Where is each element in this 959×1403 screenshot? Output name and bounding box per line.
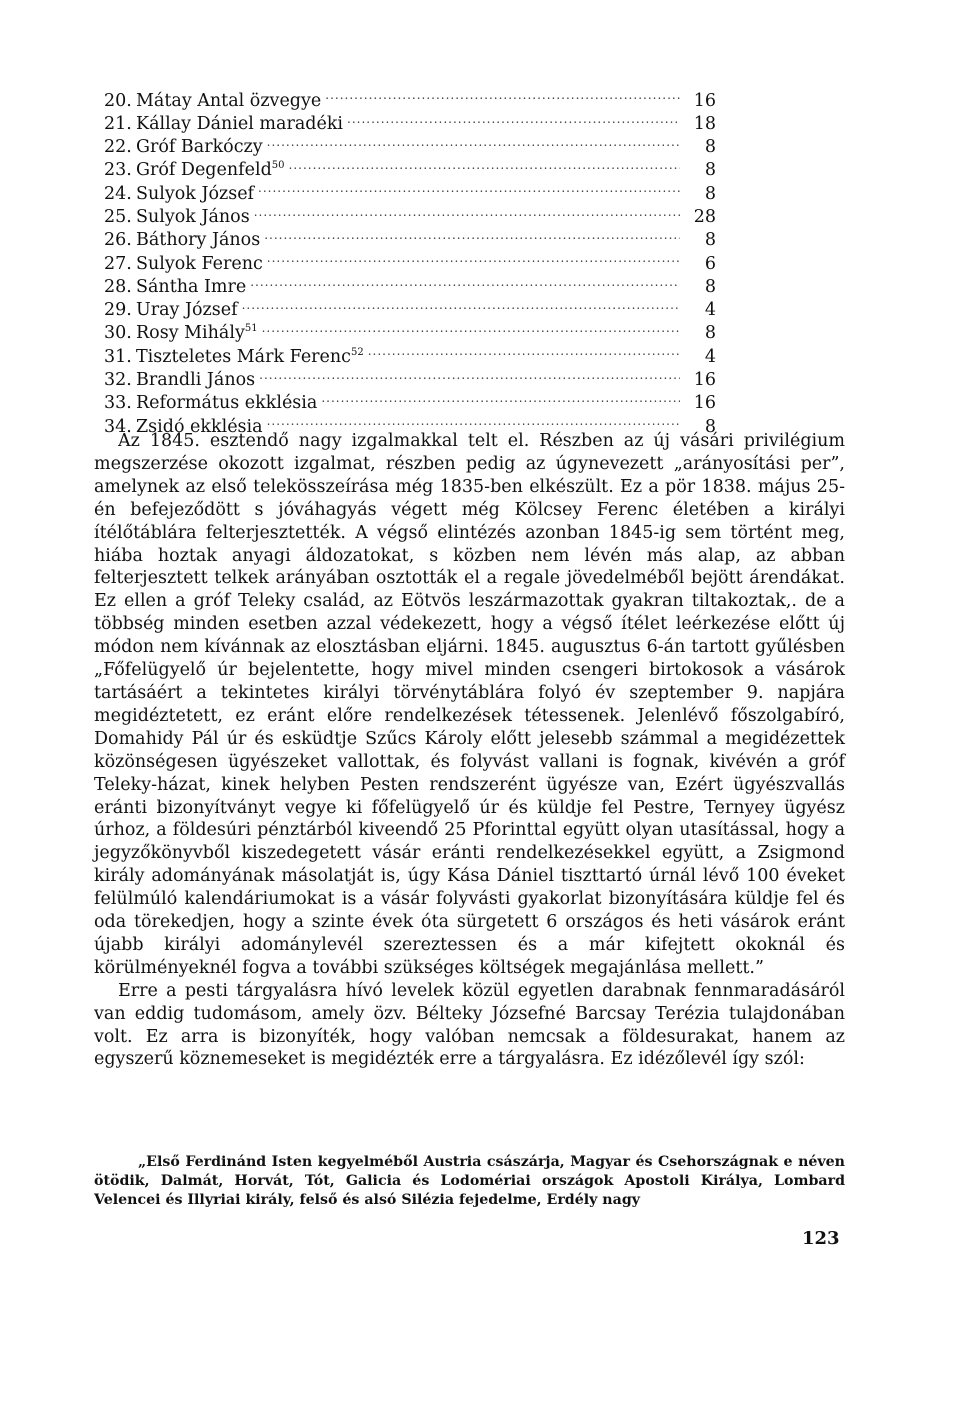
list-item-number: 20. [104, 90, 132, 111]
list-item-value: 18 [693, 113, 716, 134]
list-item-name-text: Református ekklésia [136, 393, 318, 414]
list-item-name [136, 253, 263, 276]
list-item-number: 28. [104, 276, 132, 297]
list-item-name [136, 229, 260, 252]
list-item [104, 251, 716, 274]
list-item-number: 23. [104, 160, 132, 181]
paragraph: Az 1845. esztendő nagy izgalmakkal telt el. Részben az új vásári privilégium megszerzése okozott izgalmat, részben pedig az úgynevezett „arányosítási per”, amelynek az első telekösszeírása még 1835-ben elkészült. Ez a pör 1838. május 25-én befejeződött s jóváhagyás végett még Kölcsey Ferenc életében a királyi ítélőtáblára felterjesztették. A végső elintézés azonban 1845-ig sem történt meg, hiába hoztak anyagi áldozatokat, s közben nem lévén más alap, az abban felterjesztett telkek arányában osztották el a regale jövedelméből bejött árendákat. Ez ellen a gróf Teleky család, az Eötvös leszármazottak gyakran tiltakoztak,. de a többség minden esetben azzal védekezett, hogy a végső ítélet leérkezése előtt új módon nem kívánnak az elosztásban eljárni. 1845. augusztus 6-án tartott gyűlésben „Főfelügyelő úr bejelentette, hogy mivel minden csengeri birtokosok a vásárok tartásáért a tekintetes királyi törvénytáblára folyó év szeptember 9. napjára megidéztetett, ez eránt előre rendelkezések tétessenek. Jelenlévő főszolgabíró, Domahidy Pál úr és esküdtje Szűcs Károly előtt jelesebb számmal a megidézettek közönségesen ügyészeket vallottak, és folyvást vallani is fognak, kivévén a gróf Teleky-házat, kinek helyben Pesten rendszerént ügyésze van, Ezért ügyészvallás eránti bizonyítványt vegye ki főfelügyelő úr és küldje fel Pestre, Ternyey ügyész úrhoz, a földesúri pénztárból kiveendő 25 Pforinttal együtt olyan utasítással, hogy a jegyzőkönyvből kiszedegetett vásár eránti rendelkezésekkel együtt, a Zsigmond király adományának másolatját is, úgy Kása Dániel tiszttartó úrnál lévő 100 éveket felülmúló kalendáriumokat is a vásár folyvásti gyakorlat bizonyítására küldje fel és oda törekedjen, hogy a szinte évek óta sürgetett 6 országos és heti vásárok eránt újabb királyi adománylevél szereztessen és a már kifejtett okoknál és körülményeknél fogva a további szükséges költségek megajánlása mellett.” [94, 431, 845, 978]
paragraph: Erre a pesti tárgyalásra hívó levelek közül egyetlen darabnak fennmaradásáról van eddig tudomásom, amely özv. Bélteky Józsefné Barcsay Terézia tulajdonában volt. Ez arra is bizonyíték, hogy valóban nemcsak a földesurakat, hanem az egyszerű köznemeseket is megidézték erre a tárgyalásra. Ez idézőlevél így szól: [94, 980, 845, 1070]
list-item-number: 33. [104, 393, 132, 414]
list-item-name [136, 183, 254, 206]
dot-leader [259, 368, 680, 386]
dot-leader [325, 88, 680, 106]
dot-leader [258, 181, 680, 199]
dot-leader [267, 251, 680, 269]
list-item [104, 158, 716, 181]
contribution-list [104, 88, 716, 437]
footnote-marker: 52 [350, 346, 364, 358]
list-item [104, 111, 716, 134]
list-item-value: 8 [704, 183, 716, 204]
dot-leader [289, 158, 680, 176]
list-item-value: 8 [704, 323, 716, 344]
list-item-number: 30. [104, 323, 132, 344]
dot-leader [264, 228, 680, 246]
list-item-number: 25. [104, 206, 132, 227]
list-item-number: 34. [104, 416, 132, 437]
body-text [94, 430, 845, 1071]
list-item-value: 8 [704, 137, 716, 158]
list-item-name [136, 346, 364, 369]
list-item-name [136, 136, 263, 159]
list-item-number: 31. [104, 346, 132, 367]
list-item-value: 8 [704, 416, 716, 437]
list-item-value: 4 [704, 346, 716, 367]
list-item-name [136, 322, 258, 345]
footnote-marker: 50 [271, 160, 285, 172]
list-item-value: 6 [704, 253, 716, 274]
list-item-value: 16 [693, 370, 716, 391]
list-item-number: 26. [104, 230, 132, 251]
list-item-number: 22. [104, 137, 132, 158]
list-item [104, 321, 716, 344]
list-item [104, 298, 716, 321]
footnote-marker: 51 [244, 323, 258, 335]
list-item-name [136, 392, 317, 415]
list-item [104, 135, 716, 158]
list-item-name [136, 369, 255, 392]
list-item-value: 8 [704, 230, 716, 251]
dot-leader [321, 391, 680, 409]
list-item-name-text: Kállay Dániel maradéki [136, 113, 344, 134]
list-item-value: 16 [693, 393, 716, 414]
list-item-name-text: Sántha Imre [136, 276, 247, 297]
list-item [104, 368, 716, 391]
list-item [104, 204, 716, 227]
dot-leader [242, 298, 680, 316]
list-item-number: 32. [104, 370, 132, 391]
list-item-value: 8 [704, 160, 716, 181]
page-number: 123 [802, 1228, 840, 1249]
list-item-name-text: Uray József [136, 300, 238, 321]
list-item-name-text: Sulyok Ferenc [136, 253, 263, 274]
list-item [104, 391, 716, 414]
list-item-name-text: Mátay Antal özvegye [136, 90, 322, 111]
dot-leader [250, 274, 680, 292]
list-item-value: 16 [693, 90, 716, 111]
list-item-number: 29. [104, 300, 132, 321]
list-item-name-text: Brandli János [136, 370, 256, 391]
quoted-letter [94, 1153, 845, 1210]
list-item-number: 24. [104, 183, 132, 204]
list-item-number: 21. [104, 113, 132, 134]
list-item-name-text: Zsidó ekklésia [136, 416, 263, 437]
dot-leader [347, 111, 680, 129]
list-item-name-text: Tiszteletes Márk Ferenc [136, 346, 351, 367]
list-item [104, 344, 716, 367]
list-item-name-text: Gróf Barkóczy [136, 137, 263, 158]
list-item [104, 181, 716, 204]
list-item-name [136, 159, 285, 182]
list-item-name-text: Báthory János [136, 230, 261, 251]
list-item-number: 27. [104, 253, 132, 274]
list-item-value: 4 [704, 300, 716, 321]
list-item-name-text: Gróf Degenfeld [136, 160, 272, 181]
dot-leader [254, 204, 680, 222]
list-item-name-text: Sulyok József [136, 183, 255, 204]
quote-text: „Első Ferdinánd Isten kegyelméből Austria császárja, Magyar és Csehországnak e néven ötödik, Dalmát, Horvát, Tót, Galicia és Lodomériai országok Apostoli Királya, Lombard Velencei és Illyriai király, felső és alsó Silézia fejedelme, Erdély nagy [94, 1154, 845, 1208]
list-item-value: 8 [704, 276, 716, 297]
list-item-name-text: Sulyok János [136, 206, 250, 227]
list-item [104, 88, 716, 111]
list-item-name [136, 90, 321, 113]
dot-leader [267, 135, 680, 153]
list-item-name [136, 206, 250, 229]
dot-leader [262, 321, 680, 339]
list-item [104, 228, 716, 251]
list-item-value: 28 [693, 206, 716, 227]
list-item-name [136, 299, 238, 322]
list-item-name [136, 276, 246, 299]
dot-leader [368, 344, 680, 362]
list-item [104, 274, 716, 297]
list-item-name-text: Rosy Mihály [136, 323, 245, 344]
list-item-name [136, 113, 343, 136]
